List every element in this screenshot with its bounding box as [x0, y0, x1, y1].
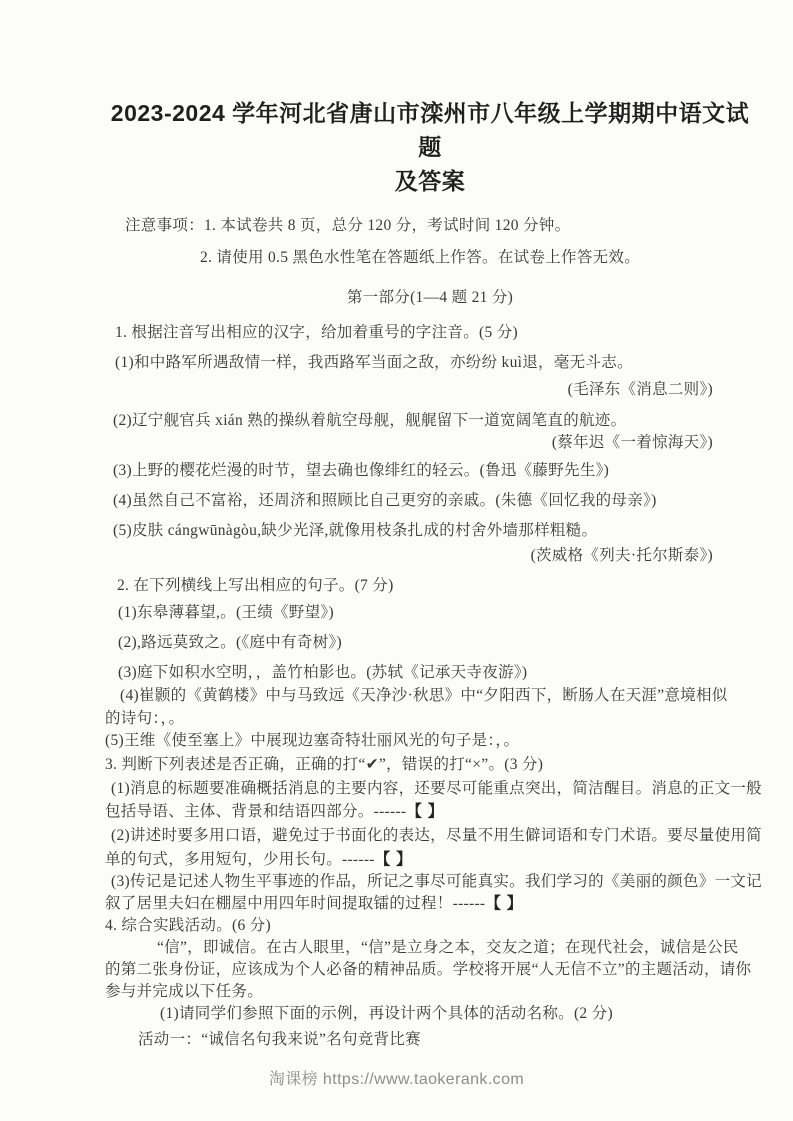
- q2-item-1: (1)东皋薄暮望,。(王绩《野望》): [118, 604, 334, 621]
- q3-item-2-line-2: [105, 849, 755, 871]
- q4-activity-example: 活动一：“诚信名句我来说”名句竞背比赛: [138, 1031, 421, 1048]
- q3-item-3-text: 叙了居里夫妇在棚屋中用四年时间提取镭的过程！------: [105, 895, 486, 912]
- q1-item-2: (2)辽宁舰官兵 xián 熟的操纵着航空母舰，舰艉留下一道宽阔笔直的航迹。: [113, 412, 627, 429]
- exam-content: [0, 96, 793, 1051]
- q1-attribution-1: (毛泽东《消息二则》): [567, 381, 713, 398]
- q1-item-1: (1)和中路军所遇敌情一样，我西路军当面之敌，亦纷纷 kuì退，毫无斗志。: [115, 354, 633, 371]
- q4-intro-line-2: 的第二张身份证，应该成为个人必备的精神品质。学校将开展“人无信不立”的主题活动，请你: [105, 961, 752, 978]
- notice-line-1: 注意事项：1. 本试卷共 8 页，总分 120 分，考试时间 120 分钟。: [125, 217, 571, 234]
- q2-item-2: (2),路远莫致之。(《庭中有奇树》): [118, 634, 342, 651]
- q1-item-4: (4)虽然自己不富裕，还周济和照顾比自己更穷的亲戚。(朱德《回忆我的母亲》): [113, 492, 657, 509]
- section-heading: 第一部分(1—4 题 21 分): [346, 289, 514, 306]
- q4-intro-line-3: 参与并完成以下任务。: [105, 983, 264, 1000]
- question-2-header: 2. 在下列横线上写出相应的句子。(7 分): [117, 577, 394, 594]
- q1-attribution-2: (蔡年迟《一着惊海天》): [551, 434, 713, 451]
- q2-item-5: (5)王维《使至塞上》中展现边塞奇特壮丽风光的句子是：，。: [105, 732, 520, 749]
- q2-item-3: (3)庭下如积水空明，，盖竹柏影也。(苏轼《记承天寺夜游》): [118, 664, 528, 681]
- question-1-header: 1. 根据注音写出相应的汉字，给加着重号的字注音。(5 分): [115, 324, 518, 341]
- question-3-header: 3. 判断下列表述是否正确，正确的打“✔”，错误的打“×”。(3 分): [105, 756, 544, 773]
- question-4-header: 4. 综合实践活动。(6 分): [105, 917, 271, 934]
- q3-item-1-line-1: (1)消息的标题要准确概括消息的主要内容，还要尽可能重点突出，简洁醒目。消息的正文一般: [111, 780, 762, 797]
- q3-item-3-line-2: [105, 893, 755, 915]
- page-title-line-1: 2023-2024 学年河北省唐山市滦州市八年级上学期期中语文试题: [110, 100, 750, 160]
- q1-item-5: (5)皮肤 cángwūnàgòu,缺少光泽,就像用枝条扎成的村舍外墙那样粗糙。: [113, 522, 598, 539]
- q2-item-4-line-1: (4)崔颢的《黄鹤楼》中与马致远《天净沙·秋思》中“夕阳西下，断肠人在天涯”意境相似: [120, 687, 728, 704]
- q3-item-2-line-1: (2)讲述时要多用口语，避免过于书面化的表达，尽量不用生僻词语和专门术语。要尽量使用简: [111, 827, 762, 844]
- notice-line-2: 2. 请使用 0.5 黑色水性笔在答题纸上作答。在试卷上作答无效。: [200, 249, 641, 266]
- q3-item-2-text: 单的句式，多用短句，少用长句。------: [105, 851, 375, 868]
- q3-item-1-line-2: [105, 801, 755, 823]
- q1-item-3: (3)上野的樱花烂漫的时节，望去确也像绯红的轻云。(鲁迅《藤野先生》): [113, 462, 610, 479]
- q3-item-1-answer-brackets: 【 】: [406, 803, 445, 820]
- page-title-line-2: 及答案: [394, 168, 466, 194]
- q3-item-3-answer-brackets: 【 】: [485, 895, 524, 912]
- watermark-footer: 淘课榜 https://www.taokerank.com: [268, 1071, 525, 1088]
- q4-task-1: (1)请同学们参照下面的示例，再设计两个具体的活动名称。(2 分): [160, 1005, 613, 1022]
- q3-item-3-line-1: (3)传记是记述人物生平事迹的作品，所记之事尽可能真实。我们学习的《美丽的颜色》一文记: [111, 873, 762, 890]
- q3-item-2-answer-brackets: 【 】: [374, 851, 413, 868]
- page-title: [105, 96, 755, 198]
- q2-item-4-line-2: 的诗句：，。: [105, 710, 185, 727]
- q4-intro-line-1: “信”，即诚信。在古人眼里，“信”是立身之本，交友之道；在现代社会，诚信是公民: [157, 939, 739, 956]
- q3-item-1-text: 包括导语、主体、背景和结语四部分。------: [105, 803, 407, 820]
- q1-attribution-5: (茨威格《列夫·托尔斯泰》): [530, 547, 713, 564]
